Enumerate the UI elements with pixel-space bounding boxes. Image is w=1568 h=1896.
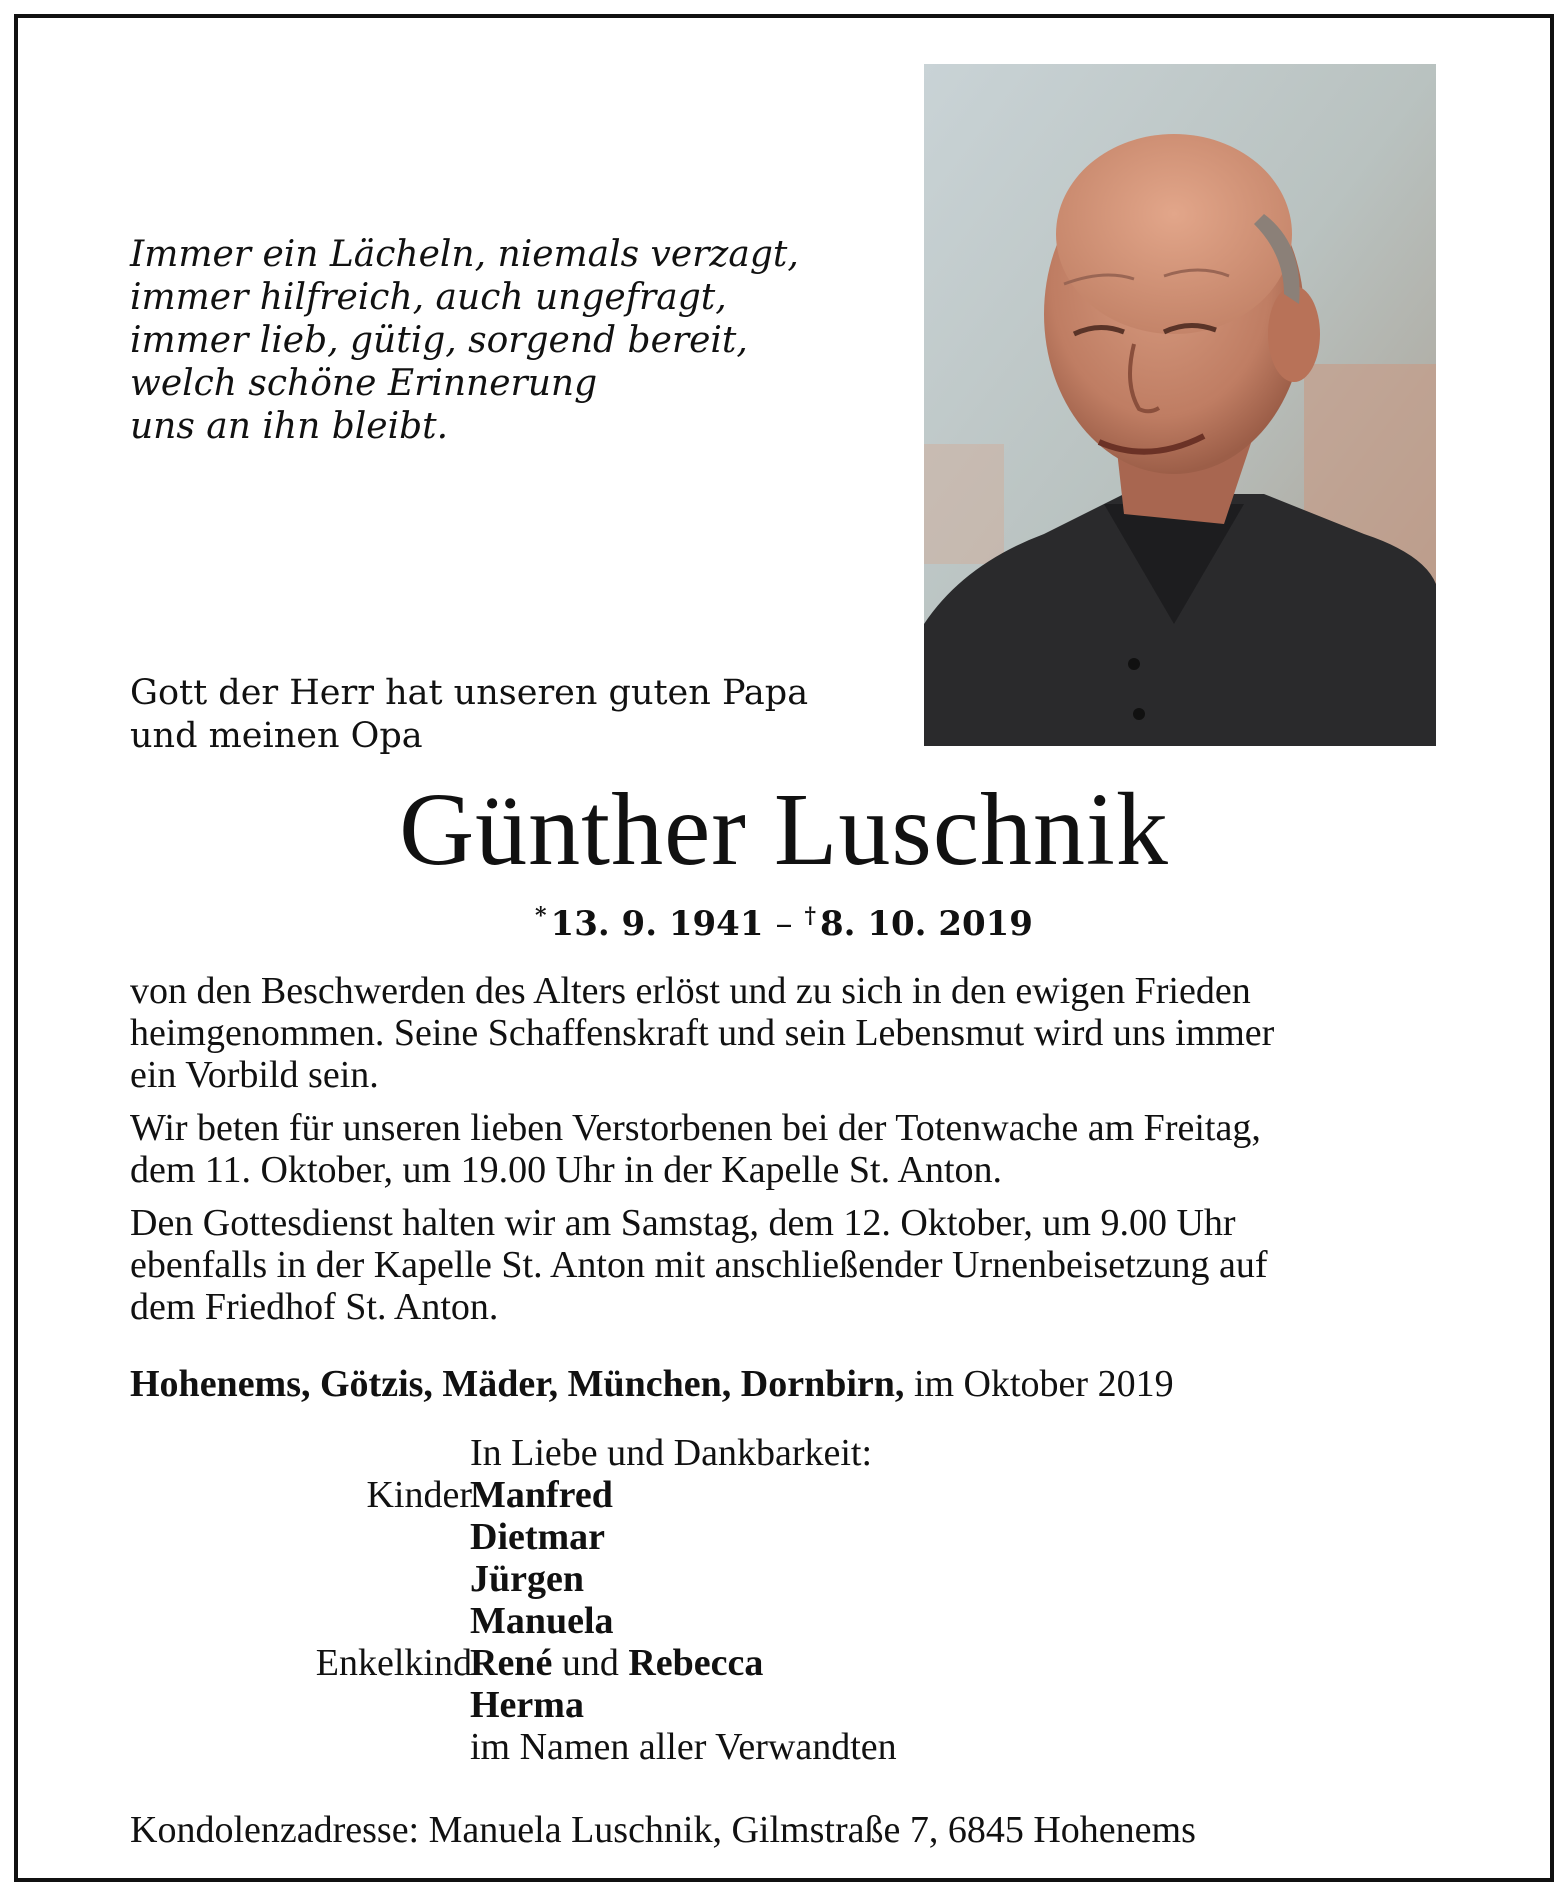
poem-line: Immer ein Lächeln, niemals verzagt, [130,234,799,275]
poem-line: uns an ihn bleibt. [130,406,449,447]
paragraph-line: dem 11. Oktober, um 19.00 Uhr in der Kapelle St. Anton. [130,1149,1002,1191]
child-name: Manuela [470,1600,614,1642]
places: Hohenems, Götzis, Mäder, München, Dornbirn, [130,1363,905,1405]
deceased-name: Günther Luschnik [399,772,1169,887]
place-and-date [130,1362,1174,1406]
memorial-poem [130,233,799,448]
family-signatures [0,1432,1568,1768]
notice-date: im Oktober 2019 [904,1363,1174,1405]
paragraph-line: Den Gottesdienst halten wir am Samstag, dem 12. Oktober, um 9.00 Uhr [130,1202,1236,1244]
poem-line: immer lieb, gütig, sorgend bereit, [130,320,748,361]
poem-line: welch schöne Erinnerung [130,363,598,404]
condolence-address: Kondolenzadresse: Manuela Luschnik, Gilmstraße 7, 6845 Hohenems [130,1809,1196,1851]
birth-symbol: * [535,903,547,929]
portrait-photo [924,64,1436,746]
children-label: Kinder [366,1474,472,1516]
intro-line: und meinen Opa [130,716,423,756]
date-separator: – [775,904,793,944]
grandchildren [470,1642,763,1684]
paragraph-service [130,1202,1440,1328]
grandchild-and: und [552,1642,629,1684]
paragraph-release [130,970,1440,1096]
grandchild-label: Enkelkind [315,1642,472,1684]
paragraph-line: heimgenommen. Seine Schaffenskraft und sein Lebensmut wird uns immer [130,1012,1275,1054]
poem-line: immer hilfreich, auch ungefragt, [130,277,727,318]
paragraph-line: Wir beten für unseren lieben Verstorbenen bei der Totenwache am Freitag, [130,1107,1261,1149]
grandchild-name: Rebecca [628,1642,764,1684]
child-name: Jürgen [470,1558,584,1600]
paragraph-line: ebenfalls in der Kapelle St. Anton mit anschließender Urnenbeisetzung auf [130,1244,1268,1286]
spouse-name: Herma [470,1684,584,1726]
child-name: Manfred [470,1474,613,1516]
death-symbol: † [804,903,817,929]
life-dates [0,894,1568,946]
child-name: Dietmar [470,1516,606,1558]
birth-date: 13. 9. 1941 [550,904,764,944]
paragraph-line: ein Vorbild sein. [130,1054,379,1096]
paragraph-line: dem Friedhof St. Anton. [130,1286,499,1328]
family-intro: In Liebe und Dankbarkeit: [470,1432,873,1474]
paragraph-wake [130,1107,1440,1191]
intro-line: Gott der Herr hat unseren guten Papa [130,673,809,713]
family-closing: im Namen aller Verwandten [470,1726,897,1768]
paragraph-line: von den Beschwerden des Alters erlöst und zu sich in den ewigen Frieden [130,970,1251,1012]
intro-text [130,672,808,758]
death-date: 8. 10. 2019 [820,904,1033,944]
grandchild-name: René [470,1642,553,1684]
